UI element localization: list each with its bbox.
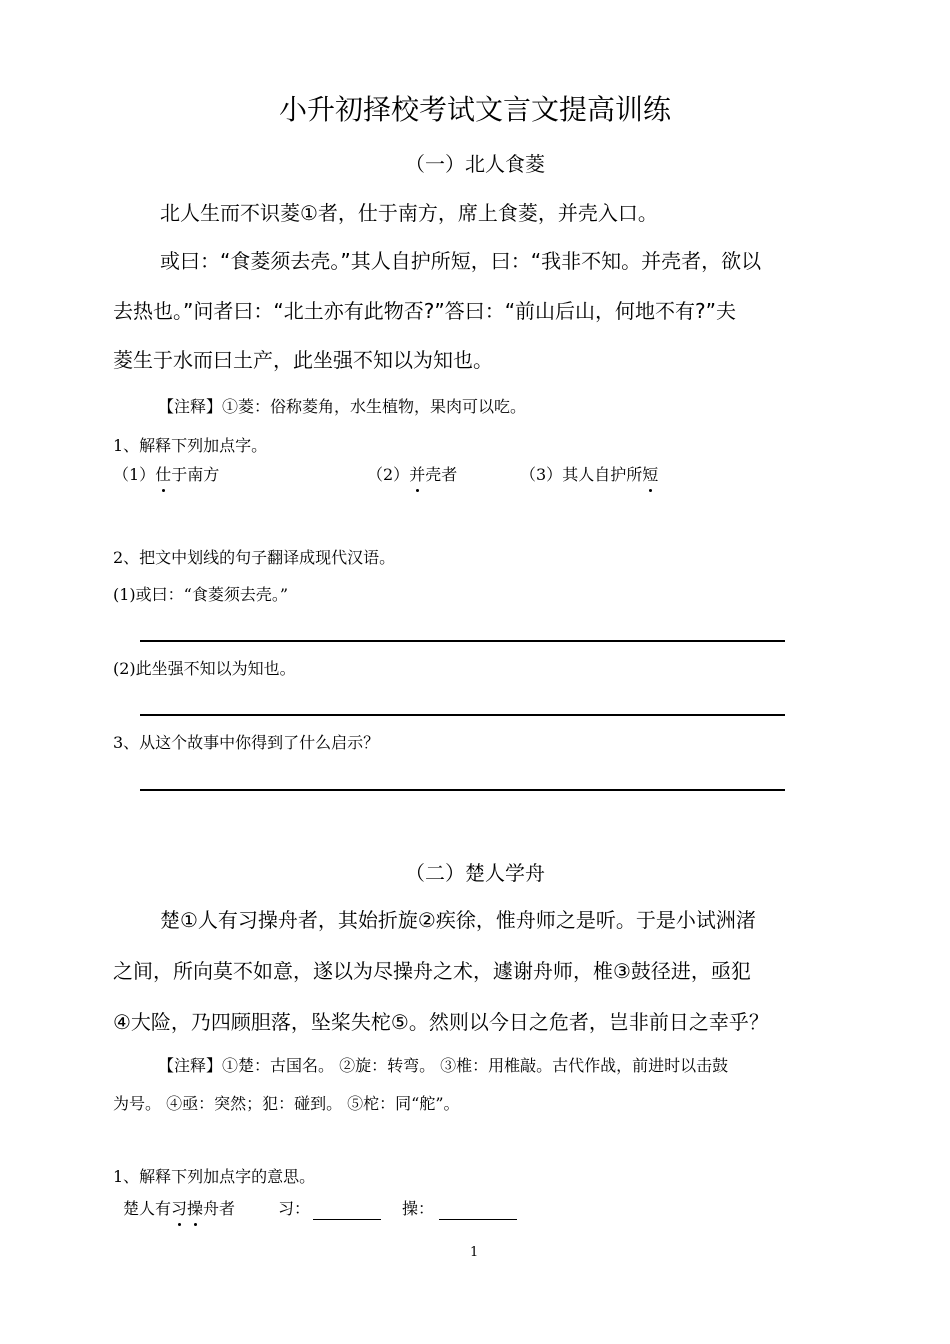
passage-line: 之间，所向莫不如意，遂以为尽操舟之术，遽谢舟师，椎③鼓径进，亟犯 bbox=[113, 959, 751, 983]
answer-label: 操： bbox=[402, 1199, 435, 1218]
answer-label: 习： bbox=[278, 1199, 311, 1218]
answer-line[interactable] bbox=[140, 714, 785, 716]
question-prompt: 1、解释下列加点字。 bbox=[113, 436, 268, 455]
question-prompt: 2、把文中划线的句子翻译成现代汉语。 bbox=[113, 548, 396, 567]
answer-blank[interactable] bbox=[313, 1219, 381, 1220]
answer-line[interactable] bbox=[140, 789, 785, 791]
passage-line: ④大险，乃四顾胆落，坠桨失柁⑤。然则以今日之危者，岂非前日之幸乎？ bbox=[113, 1010, 769, 1034]
passage-line: 菱生于水而曰土产，此坐强不知以为知也。 bbox=[113, 348, 493, 372]
passage-line: 楚①人有习操舟者，其始折旋②疾徐，惟舟师之是听。于是小试洲渚 bbox=[160, 908, 756, 932]
page-title: 小升初择校考试文言文提高训练 bbox=[278, 93, 671, 126]
question-sentence: (1)或曰：“食菱须去壳。” bbox=[113, 585, 289, 604]
answer-line[interactable] bbox=[140, 640, 785, 642]
question-prompt: 3、从这个故事中你得到了什么启示？ bbox=[113, 733, 380, 752]
dotted-char: 并 bbox=[409, 465, 426, 484]
question-prompt: 1、解释下列加点字的意思。 bbox=[113, 1167, 316, 1186]
question-item: （3）其人自护所短 bbox=[520, 465, 659, 484]
dotted-char: 仕 bbox=[155, 465, 172, 484]
dotted-char: 习 bbox=[171, 1199, 188, 1218]
annotation: 【注释】①楚：古国名。 ②旋：转弯。 ③椎：用椎敲。古代作战，前进时以击鼓 bbox=[158, 1056, 729, 1075]
answer-blank[interactable] bbox=[439, 1219, 517, 1220]
question-item: （2）并壳者 bbox=[367, 465, 458, 484]
passage-line: 去热也。”问者曰：“北土亦有此物否?”答曰：“前山后山，何地不有?”夫 bbox=[113, 299, 737, 323]
annotation: 【注释】①菱：俗称菱角，水生植物，果肉可以吃。 bbox=[158, 397, 527, 416]
passage-line: 北人生而不识菱①者，仕于南方，席上食菱，并壳入口。 bbox=[160, 201, 658, 225]
section-heading: （一）北人食菱 bbox=[405, 152, 545, 176]
passage-line: 或曰：“食菱须去壳。”其人自护所短，曰：“我非不知。并壳者，欲以 bbox=[160, 249, 762, 273]
question-item: （1）仕于南方 bbox=[113, 465, 220, 484]
dotted-char: 操 bbox=[187, 1199, 204, 1218]
dotted-char: 短 bbox=[642, 465, 659, 484]
question-item: 楚人有习操舟者 bbox=[123, 1199, 236, 1218]
page-number: 1 bbox=[470, 1245, 479, 1260]
annotation: 为号。 ④亟：突然；犯：碰到。 ⑤柁：同“舵”。 bbox=[113, 1094, 460, 1113]
question-sentence: (2)此坐强不知以为知也。 bbox=[113, 659, 296, 678]
section-heading: （二）楚人学舟 bbox=[405, 861, 545, 885]
